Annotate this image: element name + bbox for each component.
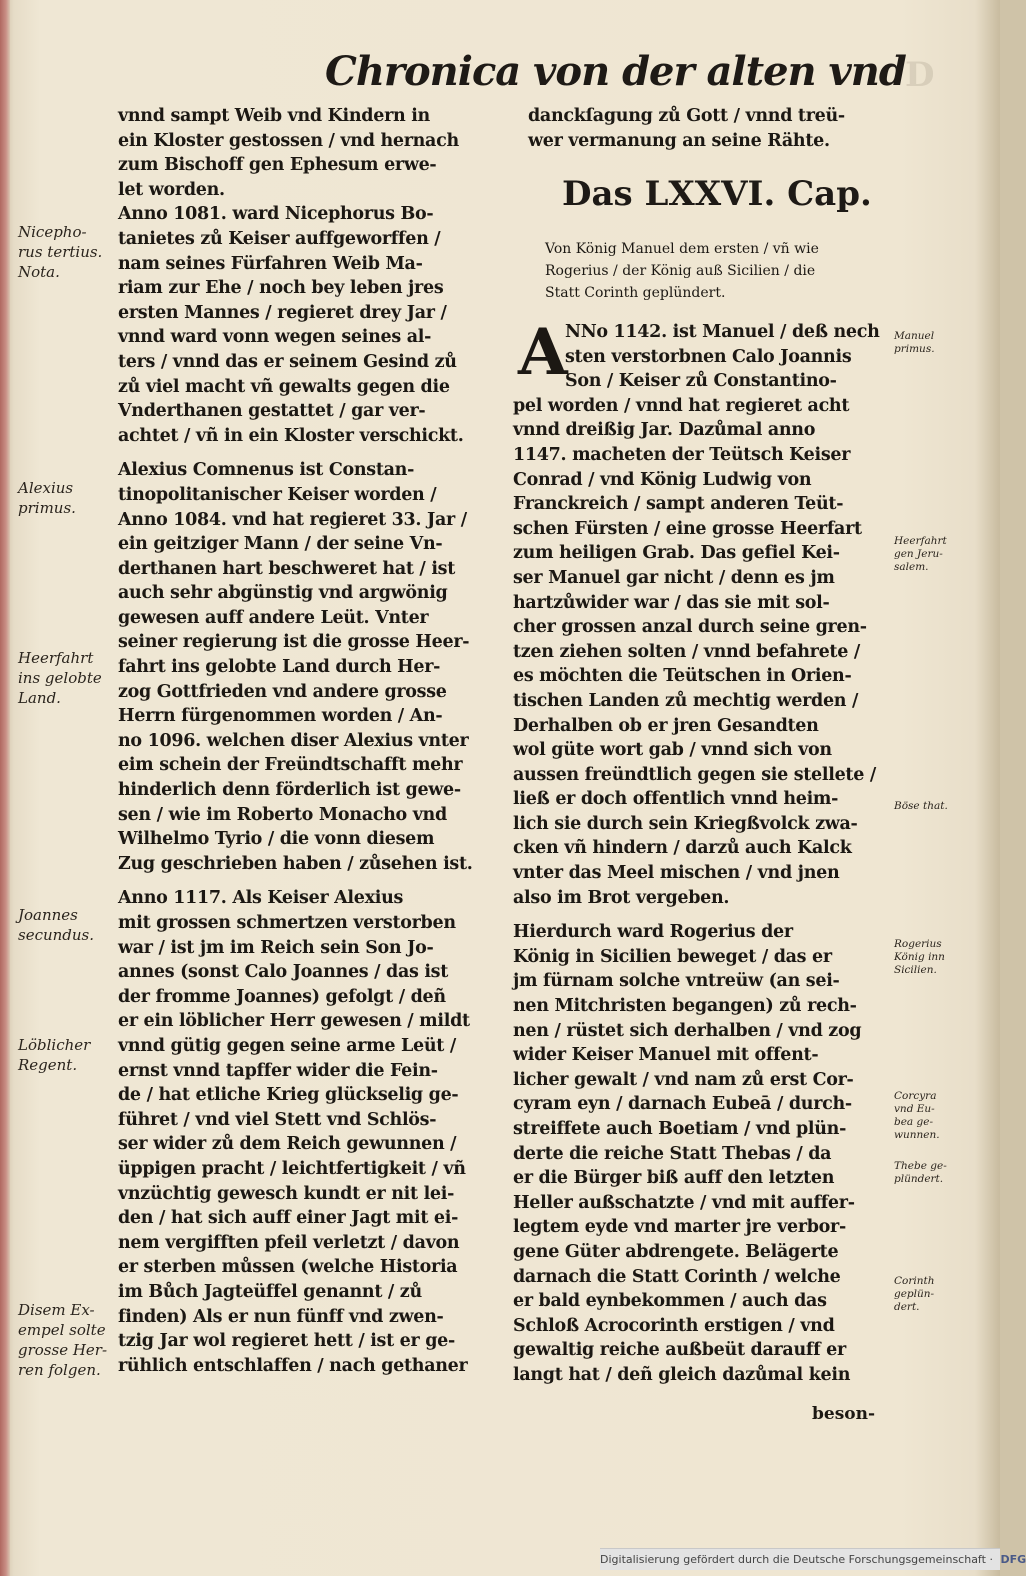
text-line: es möchten die Teütschen in Orien- xyxy=(513,666,852,687)
text-line: zum Bischoff gen Ephesum erwe- xyxy=(118,155,437,176)
left-text-column xyxy=(118,104,488,1378)
marginal-note-line: Alexius xyxy=(18,479,74,497)
text-line: Son / Keiser zů Constantino- xyxy=(565,371,837,392)
text-line: Conrad / vnd König Ludwig von xyxy=(513,469,812,490)
text-line: zum heiligen Grab. Das gefiel Kei- xyxy=(513,543,840,564)
text-line: nam seines Fürfahren Weib Ma- xyxy=(118,253,423,274)
marginal-note-line: geplün- xyxy=(894,1288,935,1300)
text-line: legtem eyde vnd marter jre verbor- xyxy=(513,1217,846,1238)
text-line: sten verstorbnen Calo Joannis xyxy=(565,346,852,367)
text-line: let worden. xyxy=(118,179,225,200)
text-line: ließ er doch offentlich vnnd heim- xyxy=(513,789,839,810)
text-line: mit grossen schmertzen verstorben xyxy=(118,913,456,933)
text-line: ser wider zů dem Reich gewunnen / xyxy=(118,1134,457,1155)
summary-line: Statt Corinth geplündert. xyxy=(545,285,726,301)
marginal-note-line: Sicilien. xyxy=(894,964,937,976)
text-line: Franckreich / sampt anderen Teüt- xyxy=(513,494,844,515)
text-line: Hierdurch ward Rogerius der xyxy=(513,922,793,943)
text-line: hinderlich denn förderlich ist gewe- xyxy=(118,780,461,801)
text-line: NNo 1142. ist Manuel / deß nech xyxy=(565,322,880,342)
text-line: ein Kloster gestossen / vnd hernach xyxy=(118,130,459,151)
text-line: ernst vnnd tapffer wider die Fein- xyxy=(118,1060,438,1081)
text-line: er sterben můssen (welche Historia xyxy=(118,1257,458,1278)
text-line: Vnderthanen gestattet / gar ver- xyxy=(118,401,426,422)
text-line: wider Keiser Manuel mit offent- xyxy=(513,1045,819,1066)
marginal-note-line: Nota. xyxy=(18,263,60,281)
marginal-note-line: vnd Eu- xyxy=(894,1103,935,1115)
text-line: no 1096. welchen diser Alexius vnter xyxy=(118,730,469,751)
marginal-note-line: ren folgen. xyxy=(18,1361,101,1379)
marginal-note-line: salem. xyxy=(894,561,929,573)
text-line: Anno 1081. ward Nicephorus Bo- xyxy=(118,204,434,225)
text-line: führet / vnd viel Stett vnd Schlös- xyxy=(118,1109,437,1130)
marginal-note xyxy=(18,648,102,708)
text-line: cyram eyn / darnach Eubeā / durch- xyxy=(513,1094,852,1115)
marginal-note-line: primus. xyxy=(18,499,76,517)
text-line: tanietes zů Keiser auffgeworffen / xyxy=(118,228,441,249)
text-line: tinopolitanischer Keiser worden / xyxy=(118,484,437,505)
text-line: vnnd sampt Weib vnd Kindern in xyxy=(118,106,430,126)
text-line: Alexius Comnenus ist Constan- xyxy=(118,460,415,481)
text-line: rühlich entschlaffen / nach gethaner xyxy=(118,1355,468,1376)
text-line: streiffete auch Boetiam / vnd plün- xyxy=(513,1119,847,1139)
text-line: tzig Jar wol regieret hett / ist er ge- xyxy=(118,1331,455,1352)
digitization-footer: Digitalisierung gefördert durch die Deutsche Forschungsgemeinschaft · DFG xyxy=(600,1548,1000,1570)
text-line: er die Bürger biß auff den letzten xyxy=(513,1168,835,1189)
text-line: ters / vnnd das er seinem Gesind zů xyxy=(118,351,457,372)
text-line: langt hat / deñ gleich dazůmal kein xyxy=(513,1364,851,1385)
marginal-note-line: wunnen. xyxy=(894,1129,940,1141)
text-line: derte die reiche Statt Thebas / da xyxy=(513,1143,832,1164)
text-line: auch sehr abgünstig vnd argwönig xyxy=(118,583,448,604)
summary-line: Von König Manuel dem ersten / vñ wie xyxy=(545,241,819,257)
marginal-note-line: plündert. xyxy=(894,1173,944,1185)
paragraph-gap xyxy=(118,448,488,458)
text-line: Derhalben ob er jren Gesandten xyxy=(513,715,819,736)
marginal-note-line: empel solte xyxy=(18,1321,106,1339)
footer-credit: Digitalisierung gefördert durch die Deutsche Forschungsgemeinschaft xyxy=(600,1553,986,1566)
marginal-note-line: dert. xyxy=(894,1301,920,1313)
text-line: Herrn fürgenommen worden / An- xyxy=(118,706,443,727)
text-line: achtet / vñ in ein Kloster verschickt. xyxy=(118,425,464,446)
marginal-note-line: König inn xyxy=(894,951,945,963)
text-line: lich sie durch sein Kriegßvolck zwa- xyxy=(513,813,858,834)
marginal-note xyxy=(18,1035,90,1075)
text-line: König in Sicilien beweget / das er xyxy=(513,946,832,967)
marginal-note-line: gen Jeru- xyxy=(894,548,943,560)
marginal-note-line: Böse that. xyxy=(894,800,948,812)
text-line: cken vñ hindern / darzů auch Kalck xyxy=(513,838,852,859)
marginal-note-line: grosse Her- xyxy=(18,1341,108,1359)
text-line: de / hat etliche Krieg glückselig ge- xyxy=(118,1085,459,1106)
marginal-note xyxy=(894,938,945,977)
text-line: pel worden / vnnd hat regieret acht xyxy=(513,395,850,416)
paragraph-gap xyxy=(118,876,488,886)
text-line: hartzůwider war / das sie mit sol- xyxy=(513,592,830,613)
text-line: wol güte wort gab / vnnd sich von xyxy=(513,740,832,761)
text-line: Schloß Acrocorinth erstigen / vnd xyxy=(513,1315,835,1336)
marginal-note-line: Löblicher xyxy=(18,1036,91,1054)
dfg-logo: DFG xyxy=(1000,1553,1026,1566)
running-title: Chronica von der alten vnd xyxy=(325,48,906,95)
marginal-note-line: Thebe ge- xyxy=(894,1160,947,1172)
chapter-heading: Das LXXVI. Cap. xyxy=(562,174,872,214)
text-line: riam zur Ehe / noch bey leben jres xyxy=(118,278,444,299)
marginal-note-line: bea ge- xyxy=(894,1116,934,1128)
text-line: jm fürnam solche vntreüw (an sei- xyxy=(513,971,840,992)
text-line: Heller außschatzte / vnd mit auffer- xyxy=(513,1192,855,1213)
text-line: war / ist jm im Reich sein Son Jo- xyxy=(118,937,434,958)
marginal-note-line: Joannes xyxy=(18,906,78,924)
marginal-note-line: Corinth xyxy=(894,1275,935,1287)
marginal-note xyxy=(18,478,76,518)
text-line: sen / wie im Roberto Monacho vnd xyxy=(118,804,447,825)
text-line: derthanen hart beschweret hat / ist xyxy=(118,558,456,579)
marginal-note-line: Nicepho- xyxy=(18,223,87,241)
text-line: nen Mitchristen begangen) zů rech- xyxy=(513,996,857,1017)
marginal-note xyxy=(894,1160,947,1186)
summary-line: Rogerius / der König auß Sicilien / die xyxy=(545,263,816,279)
text-line: üppigen pracht / leichtfertigkeit / vñ xyxy=(118,1158,466,1179)
marginal-note xyxy=(18,222,102,282)
marginal-note-line: Disem Ex- xyxy=(18,1301,95,1319)
marginal-note-line: Heerfahrt xyxy=(18,649,94,667)
text-line: danckſagung zů Gott / vnnd treü- xyxy=(528,106,845,126)
text-line: er ein löblicher Herr gewesen / mildt xyxy=(118,1011,470,1032)
marginal-note xyxy=(18,1300,107,1380)
text-line: darnach die Statt Corinth / welche xyxy=(513,1266,841,1287)
text-line: zů viel macht vñ gewalts gegen die xyxy=(118,376,450,397)
text-line: wer vermanung an seine Rähte. xyxy=(528,130,830,151)
text-line: eim schein der Freündtschafft mehr xyxy=(118,755,463,776)
text-line: licher gewalt / vnd nam zů erst Cor- xyxy=(513,1069,854,1090)
bleed-through: D xyxy=(905,55,935,95)
marginal-note-line: Heerfahrt xyxy=(894,535,947,547)
text-line: im Bůch Jagteüffel genannt / zů xyxy=(118,1281,422,1302)
text-line: 1147. macheten der Teütsch Keiser xyxy=(513,444,851,465)
text-line: vnter das Meel mischen / vnd jnen xyxy=(513,863,840,884)
right-column-top-lines xyxy=(528,104,888,153)
marginal-note xyxy=(894,535,947,574)
marginal-note xyxy=(894,330,935,356)
text-line: cher grossen anzal durch seine gren- xyxy=(513,617,867,638)
catchword: beson- xyxy=(812,1404,876,1424)
text-line: Wilhelmo Tyrio / die vonn diesem xyxy=(118,829,435,850)
marginal-note-line: Land. xyxy=(18,689,61,707)
right-text-column xyxy=(513,315,888,1388)
text-line: also im Brot vergeben. xyxy=(513,887,730,908)
marginal-note-line: ins gelobte xyxy=(18,669,102,687)
marginal-note-line: Rogerius xyxy=(894,938,942,950)
marginal-note-line: Corcyra xyxy=(894,1090,937,1102)
text-line: annes (sonst Calo Joannes / das ist xyxy=(118,962,449,983)
text-line: gewesen auff andere Leüt. Vnter xyxy=(118,607,429,628)
page-edge xyxy=(0,0,10,1576)
text-line: den / hat sich auff einer Jagt mit ei- xyxy=(118,1208,459,1229)
text-line: Zug geschrieben haben / zůsehen ist. xyxy=(118,853,473,874)
text-line: vnnd gütig gegen seine arme Leüt / xyxy=(118,1035,456,1056)
text-line: nem vergifften pfeil verletzt / davon xyxy=(118,1232,460,1253)
marginal-note-line: Regent. xyxy=(18,1056,78,1074)
marginal-note-line: rus tertius. xyxy=(18,243,103,261)
decorated-initial: A xyxy=(518,315,568,390)
text-line: gewaltig reiche außbeüt darauff er xyxy=(513,1340,846,1361)
text-line: ser Manuel gar nicht / denn es jm xyxy=(513,567,835,588)
text-line: aussen freündtlich gegen sie stellete / xyxy=(513,764,876,785)
marginal-note xyxy=(18,905,94,945)
marginal-note-line: secundus. xyxy=(18,926,95,944)
text-line: vnnd ward vonn wegen seines al- xyxy=(118,327,432,348)
paragraph-gap xyxy=(513,910,888,920)
text-line: fahrt ins gelobte Land durch Her- xyxy=(118,657,441,678)
text-line: tzen ziehen solten / vnnd befahrete / xyxy=(513,641,860,662)
text-line: nen / rüstet sich derhalben / vnd zog xyxy=(513,1020,862,1041)
marginal-note-line: Manuel xyxy=(894,330,935,342)
text-line: er bald eynbekommen / auch das xyxy=(513,1291,827,1312)
text-line: gene Güter abdrengete. Belägerte xyxy=(513,1241,839,1262)
text-line: zog Gottfrieden vnd andere grosse xyxy=(118,681,447,702)
marginal-note xyxy=(894,1090,940,1142)
text-line: schen Fürsten / eine grosse Heerfart xyxy=(513,518,862,539)
chapter-summary xyxy=(545,238,885,304)
text-line: ersten Mannes / regieret drey Jar / xyxy=(118,302,447,323)
marginal-note xyxy=(894,1275,934,1314)
text-line: Anno 1084. vnd hat regieret 33. Jar / xyxy=(118,509,467,530)
text-line: finden) Als er nun fünff vnd zwen- xyxy=(118,1306,444,1327)
text-line: Anno 1117. Als Keiser Alexius xyxy=(118,888,404,909)
text-line: ein geitziger Mann / der seine Vn- xyxy=(118,534,443,555)
text-line: seiner regierung ist die grosse Heer- xyxy=(118,632,470,653)
text-line: der fromme Joannes) gefolgt / deñ xyxy=(118,986,446,1007)
text-line: tischen Landen zů mechtig werden / xyxy=(513,690,859,711)
marginal-note xyxy=(894,800,948,813)
text-line: vnnd dreißig Jar. Dazůmal anno xyxy=(513,420,816,441)
marginal-note-line: primus. xyxy=(894,343,935,355)
text-line: vnzüchtig gewesch kundt er nit lei- xyxy=(118,1183,455,1204)
